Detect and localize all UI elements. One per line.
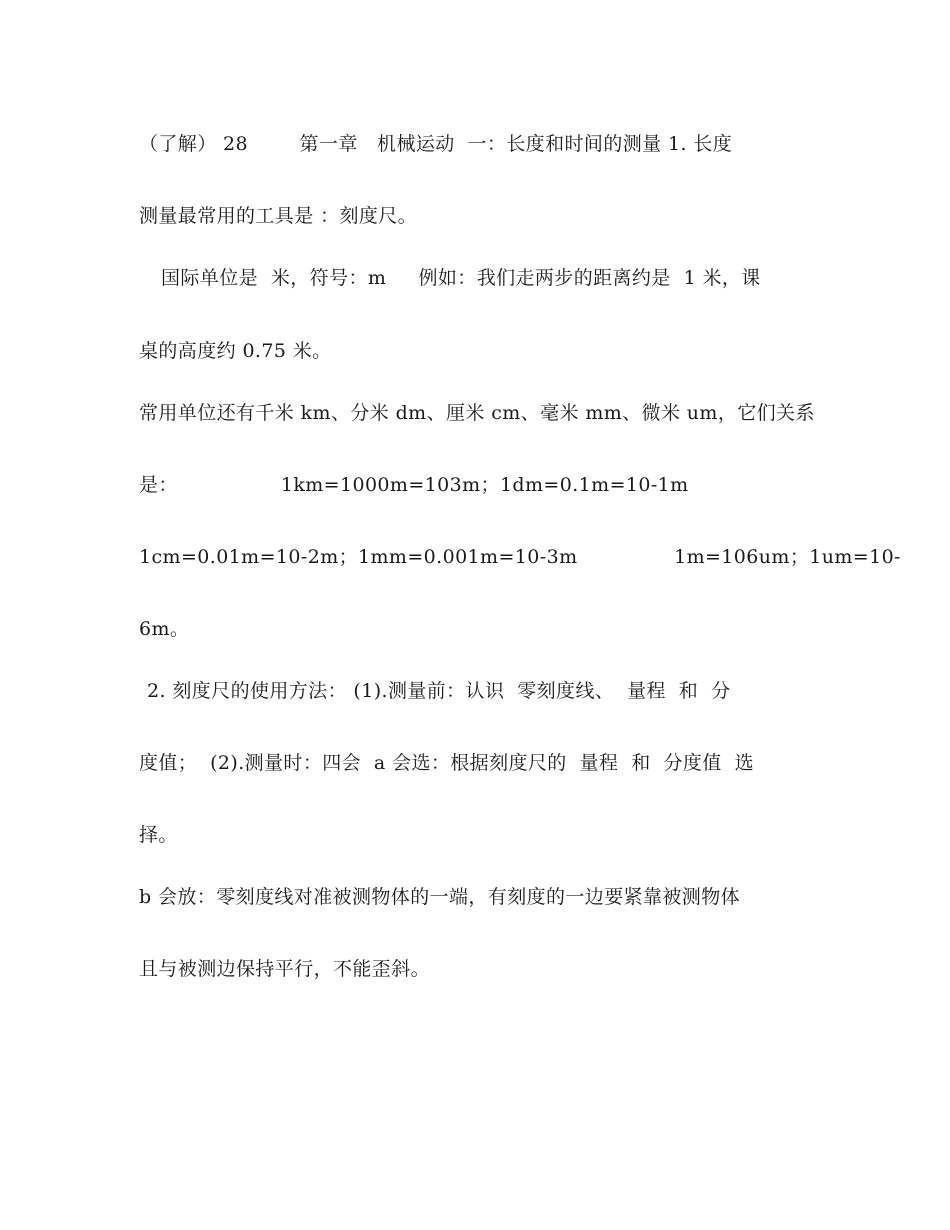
text-line-11: 择。 (139, 824, 178, 846)
text-line-1: （了解） 28 第一章 机械运动 一：长度和时间的测量 1. 长度 (139, 133, 733, 155)
text-line-6: 是： 1km=1000m=103m；1dm=0.1m=10-1m (139, 474, 689, 496)
text-line-4: 桌的高度约 0.75 米。 (139, 340, 332, 362)
text-line-13: 且与被测边保持平行，不能歪斜。 (139, 958, 431, 980)
text-line-8: 6m。 (139, 618, 190, 640)
text-line-9: 2. 刻度尺的使用方法： (1).测量前：认识 零刻度线、 量程 和 分 (147, 680, 731, 702)
text-line-12: b 会放：零刻度线对准被测物体的一端，有刻度的一边要紧靠被测物体 (139, 886, 741, 908)
text-line-10: 度值； (2).测量时：四会 a 会选：根据刻度尺的 量程 和 分度值 选 (139, 752, 754, 774)
text-line-5: 常用单位还有千米 km、分米 dm、厘米 cm、毫米 mm、微米 um，它们关系 (139, 402, 815, 424)
text-line-7: 1cm=0.01m=10-2m；1mm=0.001m=10-3m 1m=106um；1um=10- (139, 546, 901, 568)
text-line-3: 国际单位是 米，符号：m 例如：我们走两步的距离约是 1 米，课 (161, 267, 761, 289)
text-line-2: 测量最常用的工具是 ：刻度尺。 (139, 205, 418, 227)
